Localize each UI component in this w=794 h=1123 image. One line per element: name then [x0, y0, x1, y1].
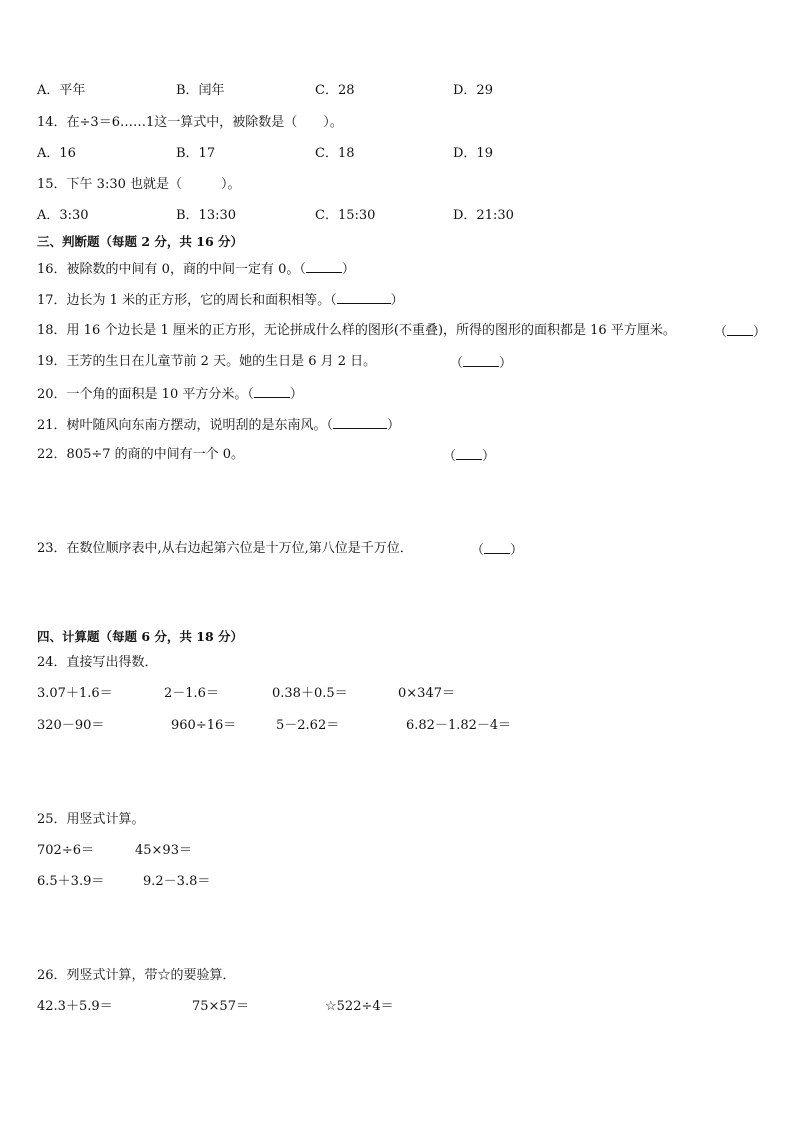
- q13-option-d[interactable]: D．29: [453, 83, 493, 98]
- q20-answer-blank[interactable]: [254, 385, 290, 398]
- q21-item: [37, 416, 400, 434]
- q21-text: 21．树叶随风向东南方摆动，说明刮的是东南风。（: [37, 418, 334, 433]
- q15-option-b[interactable]: B．13:30: [176, 208, 237, 223]
- q14-option-c[interactable]: C．18: [315, 146, 355, 161]
- q22-close: ）: [482, 449, 496, 464]
- q21-answer-blank[interactable]: [333, 416, 387, 429]
- q19-answer-blank[interactable]: [463, 354, 499, 367]
- q25-calc-1[interactable]: 702÷6＝: [37, 843, 94, 858]
- q16-close: ）: [341, 262, 355, 277]
- q25-calc-2[interactable]: 45×93＝: [135, 843, 192, 858]
- q22-open: （: [443, 449, 457, 464]
- q25-calc-4[interactable]: 9.2－3.8＝: [143, 874, 211, 889]
- q20-text: 20．一个角的面积是 10 平方分米。（: [37, 387, 254, 402]
- q20-item: [37, 385, 303, 403]
- q22-text: 22．805÷7 的商的中间有一个 0。: [37, 447, 245, 462]
- q23-answer: [471, 541, 523, 559]
- q26-calc-2[interactable]: 75×57＝: [192, 999, 249, 1014]
- q17-item: [37, 291, 404, 309]
- q14-option-b[interactable]: B．17: [176, 146, 216, 161]
- q16-item: [37, 260, 355, 278]
- q24-calc-5[interactable]: 320－90＝: [37, 718, 105, 733]
- q18-open: （: [714, 325, 728, 340]
- section-3-title: 三、判断题（每题 2 分，共 16 分）: [37, 234, 244, 249]
- q24-calc-6[interactable]: 960÷16＝: [171, 718, 237, 733]
- q19-close: ）: [499, 356, 513, 371]
- q24-calc-2[interactable]: 2－1.6＝: [164, 686, 219, 701]
- q25-text: 25．用竖式计算。: [37, 812, 145, 827]
- q13-option-b[interactable]: B．闰年: [176, 83, 225, 98]
- section-4-title: 四、计算题（每题 6 分，共 18 分）: [37, 629, 244, 644]
- q17-text: 17．边长为 1 米的正方形，它的周长和面积相等。（: [37, 293, 337, 308]
- q18-answer-blank[interactable]: [727, 323, 753, 336]
- q24-calc-3[interactable]: 0.38＋0.5＝: [272, 686, 348, 701]
- q23-answer-blank[interactable]: [484, 541, 510, 554]
- q17-answer-blank[interactable]: [337, 291, 391, 304]
- q17-close: ）: [390, 293, 404, 308]
- q24-calc-7[interactable]: 5－2.62＝: [276, 718, 340, 733]
- q16-text: 16．被除数的中间有 0，商的中间一定有 0。（: [37, 262, 306, 277]
- q19-text: 19．王芳的生日在儿童节前 2 天。她的生日是 6 月 2 日。: [37, 354, 377, 369]
- q19-open: （: [450, 356, 464, 371]
- q18-close: ）: [753, 325, 767, 340]
- q18-answer: [714, 323, 766, 341]
- q24-calc-4[interactable]: 0×347＝: [398, 686, 455, 701]
- q13-option-a[interactable]: A．平年: [37, 83, 86, 98]
- q26-calc-1[interactable]: 42.3＋5.9＝: [37, 999, 113, 1014]
- q14-text: 14．在÷3＝6……1这一算式中，被除数是（ ）。: [37, 115, 343, 130]
- q22-answer-blank[interactable]: [456, 447, 482, 460]
- q14-option-d[interactable]: D．19: [453, 146, 493, 161]
- q23-text: 23．在数位顺序表中,从右边起第六位是十万位,第八位是千万位．: [37, 541, 413, 556]
- q22-answer: [443, 447, 495, 465]
- q25-calc-3[interactable]: 6.5＋3.9＝: [37, 874, 105, 889]
- q26-calc-3[interactable]: ☆522÷4＝: [325, 999, 394, 1014]
- q15-option-a[interactable]: A．3:30: [37, 208, 89, 223]
- q23-open: （: [471, 543, 485, 558]
- q18-text: 18．用 16 个边长是 1 厘米的正方形，无论拼成什么样的图形(不重叠)，所得的图形的面积都是 16 平方厘米。: [37, 323, 676, 338]
- q19-answer: [450, 354, 512, 372]
- q15-option-d[interactable]: D．21:30: [453, 208, 514, 223]
- q15-option-c[interactable]: C．15:30: [315, 208, 376, 223]
- q14-option-a[interactable]: A．16: [37, 146, 76, 161]
- q13-option-c[interactable]: C．28: [315, 83, 355, 98]
- q26-text: 26．列竖式计算，带☆的要验算．: [37, 968, 236, 983]
- q15-text: 15．下午 3:30 也就是（ ）。: [37, 177, 241, 192]
- q16-answer-blank[interactable]: [306, 260, 342, 273]
- q24-calc-8[interactable]: 6.82－1.82－4＝: [406, 718, 512, 733]
- q23-close: ）: [510, 543, 524, 558]
- q24-text: 24．直接写出得数．: [37, 655, 158, 670]
- q24-calc-1[interactable]: 3.07＋1.6＝: [37, 686, 113, 701]
- q21-close: ）: [387, 418, 401, 433]
- q20-close: ）: [289, 387, 303, 402]
